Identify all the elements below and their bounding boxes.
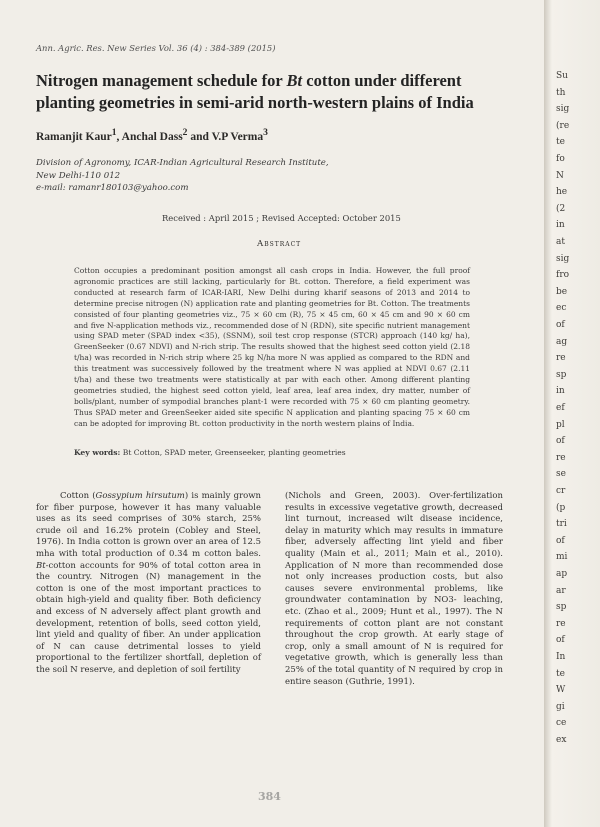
author-3-sup: 3 bbox=[263, 127, 268, 138]
edge-fragment: sp bbox=[556, 369, 567, 380]
author-list bbox=[36, 127, 268, 143]
edge-fragment: Su bbox=[556, 71, 568, 81]
edge-fragment: in bbox=[556, 220, 565, 231]
author-2: Anchal Dass bbox=[121, 130, 183, 143]
edge-fragment: he bbox=[556, 187, 568, 198]
edge-fragment: fo bbox=[556, 154, 565, 164]
edge-fragment: ex bbox=[556, 735, 567, 745]
body-left-text-3: -cotton accounts for 90% of total cotton area in the country. Nitrogen (N) management in the cotton is one of the most important practices to obtain high-yield and quality fiber. Both deficiency and excess of N adversely affect plant growth and development, retention of bolls, seed cotton yield, lint yield and quality of fiber. An under application of N can cause detrimental losses to yield proportional to the fertilizer shortfall, depletion of the soil N reserve, and depletion of soil fertility bbox=[36, 560, 261, 675]
journal-citation: Ann. Agric. Res. New Series Vol. 36 (4) : 384-389 (2015) bbox=[36, 43, 276, 53]
edge-fragment: se bbox=[556, 469, 566, 480]
author-1-sup: 1 bbox=[111, 127, 117, 138]
edge-fragment: ap bbox=[556, 569, 568, 579]
next-page-edge bbox=[544, 0, 600, 827]
paper-title bbox=[36, 70, 516, 114]
edge-fragment: re bbox=[556, 452, 566, 463]
body-left-text-2: ) is mainly grown for fiber purpose, however it has many valuable uses as its seed comprises of 30% starch, 25% crude oil and 16.2% protein (Cobley and Steel, 1976). In India cotton is grown over an area of 12.5 mha with total production of 0.34 m cotton bales. bbox=[36, 491, 261, 559]
edge-fragment: te bbox=[556, 137, 565, 148]
edge-fragment: ar bbox=[556, 585, 566, 596]
edge-fragment: mi bbox=[556, 552, 568, 563]
edge-fragment: of bbox=[556, 635, 565, 646]
edge-fragment: (2 bbox=[556, 203, 566, 214]
author-2-sup: 2 bbox=[182, 127, 188, 138]
edge-fragment: te bbox=[556, 668, 565, 679]
title-part1: Nitrogen management schedule for bbox=[36, 71, 287, 90]
edge-fragment: N bbox=[556, 170, 564, 181]
keywords-label: Key words: bbox=[74, 448, 121, 457]
edge-fragment: sig bbox=[556, 253, 570, 264]
page-number: 384 bbox=[258, 790, 281, 803]
author-1: Ramanjit Kaur bbox=[36, 130, 112, 143]
edge-fragment: re bbox=[556, 353, 566, 364]
edge-fragment: at bbox=[556, 237, 565, 247]
body-column-left bbox=[36, 491, 261, 677]
affiliation-line-1: Division of Agronomy, ICAR-Indian Agricultural Research Institute, bbox=[36, 158, 329, 168]
edge-fragment: In bbox=[556, 652, 566, 662]
title-part2: cotton under different planting geometries in semi-arid north-western plains of India bbox=[36, 71, 474, 112]
edge-fragment: of bbox=[556, 535, 565, 546]
author-separator: , bbox=[116, 130, 122, 143]
edge-fragment: sp bbox=[556, 602, 567, 613]
edge-fragment: ce bbox=[556, 718, 567, 729]
author-3: V.P Verma bbox=[211, 130, 264, 143]
body-column-right: (Nichols and Green, 2003). Over-fertilization results in excessive vegetative growth, decreased lint turnout, increased wilt disease incidence, delay in maturity which may results in immature fiber, adversely affecting lint yield and fiber quality (Main et al., 2011; Main et al., 2010). Application of N more than recommended dose not only increases production costs, but also causes severe environmental problems, like groundwater contamination by NO3- leaching, etc. (Zhao et al., 2009; Hunt et al., 1997). The N requirements of cotton plant are not constant throughout the crop growth. At early stage of crop, only a small amount of N is required for vegetative growth, which is generally less than 25% of the total quantity of N required by crop in entire season (Guthrie, 1991). bbox=[285, 491, 503, 687]
edge-fragment: ec bbox=[556, 303, 567, 314]
title-italic: Bt bbox=[286, 71, 303, 90]
edge-fragment: (p bbox=[556, 502, 566, 513]
body-left-bt: Bt bbox=[36, 560, 46, 571]
edge-fragment: cr bbox=[556, 486, 566, 496]
abstract-heading: Abstract bbox=[257, 239, 302, 249]
keywords-list: Bt Cotton, SPAD meter, Greenseeker, planting geometries bbox=[122, 448, 346, 457]
body-left-species: Gossypium hirsutum bbox=[95, 491, 185, 501]
edge-fragment: of bbox=[556, 436, 565, 447]
edge-fragment: th bbox=[556, 87, 566, 98]
edge-fragment: gi bbox=[556, 701, 565, 712]
edge-fragment: sig bbox=[556, 104, 570, 115]
edge-fragment: pl bbox=[556, 419, 565, 430]
edge-fragment: fro bbox=[556, 270, 570, 281]
received-dates: Received : April 2015 ; Revised Accepted: October 2015 bbox=[162, 213, 401, 223]
affiliation-email: e-mail: ramanr180103@yahoo.com bbox=[36, 183, 189, 193]
edge-fragment: re bbox=[556, 618, 566, 629]
edge-fragment: ag bbox=[556, 336, 568, 347]
abstract-text: Cotton occupies a predominant position amongst all cash crops in India. However, the full proof agronomic practices are still lacking, particularly for Bt. cotton. Therefore, a field experiment was conducted at research farm of ICAR-IARI, New Delhi during kharif seasons of 2013 and 2014 to determine precise nitrogen (N) application rate and planting geometries for Bt. Cotton. The treatments consisted of four planting geometries viz., 75 × 60 cm (R), 75 × 45 cm, 60 × 45 cm and 90 × 60 cm and five N-application methods viz., recommended dose of N (RDN), site specific nutrient management using SPAD meter (SPAD index <35), (SSNM), soil test crop response (STCR) approach (140 kg/ ha), GreenSeeker (0.67 NDVI) and N-rich strip. The results showed that the highest seed cotton yield (2.18 t/ha) was recorded in N-rich strip where 25 kg N/ha more N was applied as compared to the RDN and this treatment was successively followed by the treatment where N was applied at NDVI 0.67 (2.11 t/ha) and these two treatments were statistically at par with each other. Among different planting geometries studied, the highest seed cotton yield, leaf area, leaf area index, dry matter, number of bolls/plant, number of sympodial branches plant-1 were recorded with 75 × 60 cm planting geometry. Thus SPAD meter and GreenSeeker aided site specific N application and planting spacing 75 × 60 cm can be adopted for improving Bt. cotton productivity in the north western plains of India. bbox=[74, 266, 470, 428]
edge-fragment: of bbox=[556, 320, 565, 330]
author-separator: and bbox=[187, 130, 212, 143]
edge-fragment: (re bbox=[556, 120, 570, 131]
affiliation bbox=[36, 157, 329, 195]
edge-fragment: ef bbox=[556, 403, 565, 413]
edge-fragment: W bbox=[556, 685, 566, 696]
body-left-text-1: Cotton ( bbox=[60, 491, 96, 501]
edge-fragment: in bbox=[556, 386, 565, 397]
keywords bbox=[74, 448, 474, 457]
edge-fragment: tri bbox=[556, 519, 567, 530]
affiliation-line-2: New Delhi-110 012 bbox=[36, 170, 121, 181]
edge-fragment: be bbox=[556, 286, 568, 297]
